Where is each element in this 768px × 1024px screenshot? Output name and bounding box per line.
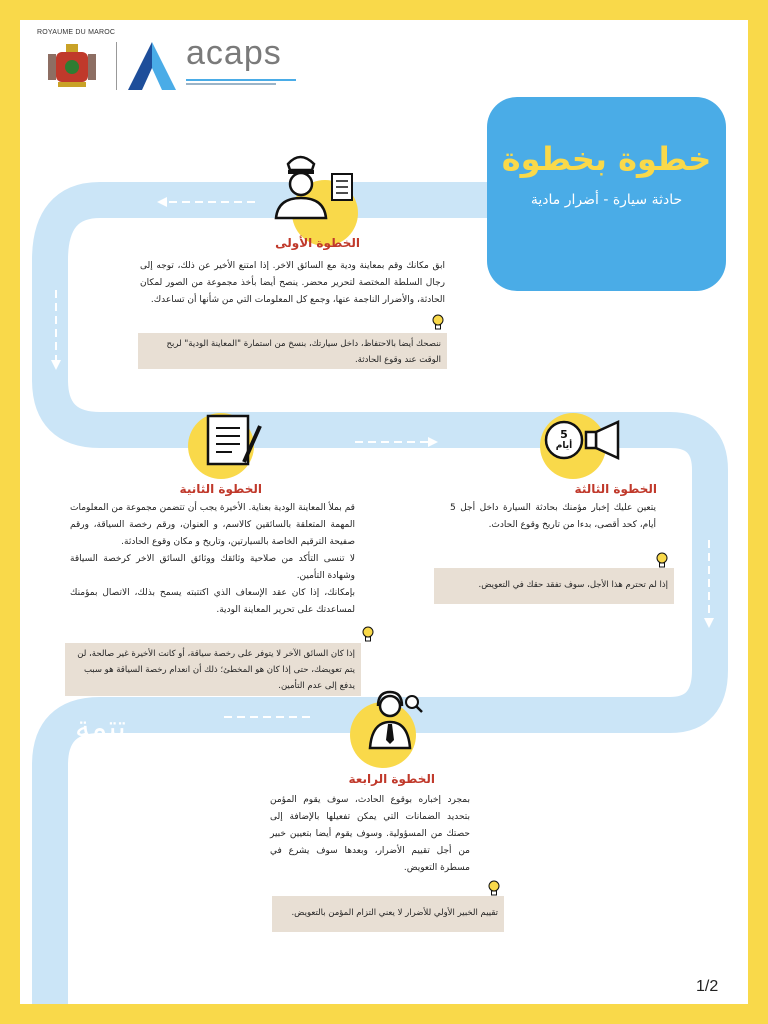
step4-text: بمجرد إخباره بوقوع الحادث، سوف يقوم المؤمن بتحديد الضمانات التي يمكن تفعيلها بالإضافة إلى حصتك من المسؤولية. وسوف يقوم أيضا بتعيين خبير من أجل تقييم الأضرار، وبعدها سوف يشرع في مسطرة التعويض. <box>270 795 470 873</box>
step3-icon-number: 5 <box>560 428 568 441</box>
step3-icon-days: أيام <box>555 441 573 451</box>
lightbulb-icon <box>484 878 504 898</box>
moroccan-emblem-icon <box>46 40 98 90</box>
step1-text: ابق مكانك وقم بمعاينة ودية مع السائق الاخر. إذا امتنع الأخير عن ذلك، توجه إلى رجال السلطة المختصة لتحرير محضر. ينصح أيضا بأخذ مجموعة من الصور لمكان الحادثة، والأضرار الناجمة عنها، وجمع كل المعلومات التي من شأنها أن تساعدك. <box>140 261 445 305</box>
page-number: 1/2 <box>696 978 719 995</box>
header-divider <box>116 42 117 90</box>
expert-agent-icon <box>366 688 426 754</box>
step3-text: يتعين عليك إخبار مؤمنك بحادثة السيارة داخل أجل 5 أيام، كحد أقصى، بدءا من تاريخ وقوع الحادث. <box>450 503 656 530</box>
brand-name: acaps <box>186 34 282 72</box>
brand-tagline-decoration <box>186 78 296 86</box>
royaume-label: ROYAUME DU MAROC <box>37 29 116 36</box>
page-subtitle: حادثة سيارة - أضرار مادية <box>530 192 683 208</box>
continued-label: تتمة <box>75 710 126 745</box>
lightbulb-icon <box>652 550 672 570</box>
document-icon <box>204 412 264 472</box>
step3-note: إذا لم تحترم هذا الأجل، سوف تفقد حقك في التعويض. <box>434 568 674 604</box>
page <box>20 20 748 1004</box>
police-officer-icon <box>268 150 358 230</box>
step4-title: الخطوة الرابعة <box>348 772 435 786</box>
step1-note: ننصحك أيضا بالاحتفاظ، داخل سيارتك، بنسخ من استمارة "المعاينة الودية" لربح الوقت عند وقوع الحادثة. <box>138 333 447 369</box>
step2-title: الخطوة الثانية <box>179 482 262 496</box>
step4-note: تقييم الخبير الأولي للأضرار لا يعني التزام المؤمن بالتعويض. <box>272 896 504 932</box>
step1-title: الخطوة الأولى <box>275 236 360 250</box>
acaps-logo-icon <box>124 40 180 92</box>
lightbulb-icon <box>358 624 378 644</box>
step2-note: إذا كان السائق الآخر لا يتوفر على رخصة سياقة، أو كانت الأخيرة غير صالحة، لن يتم تعويضك، حتى إذا كان هو المخطئ؛ ذلك أن انعدام رخصة السياقة هو سبب يدفع إلى عدم التأمين. <box>65 643 361 696</box>
page-title: خطوة بخطوة <box>501 140 712 178</box>
step2-text: قم بملأ المعاينة الودية بعناية. الأخيرة يجب أن تتضمن مجموعة من المعلومات المهمة المتعلقة بالسائقين كالاسم، و العنوان، ورقم رخصة السياقة، ورقم صفيحة الترقيم الخاصة بالسيارتين، وتاريخ و مكان وقوع الحادثة. لا تنسى التأكد من صلاحية وثائقك ووثائق السائق الاخر كرخصة السياقة وشهادة التأمين. بإمكانك، إذا كان عقد الإسعاف الذي اكتتبته يسمح بذلك، الاتصال بمؤمنك لمساعدتك على تحرير المعاينة الودية. <box>70 503 355 615</box>
step3-title: الخطوة الثالثة <box>574 482 657 496</box>
lightbulb-icon <box>428 312 448 332</box>
